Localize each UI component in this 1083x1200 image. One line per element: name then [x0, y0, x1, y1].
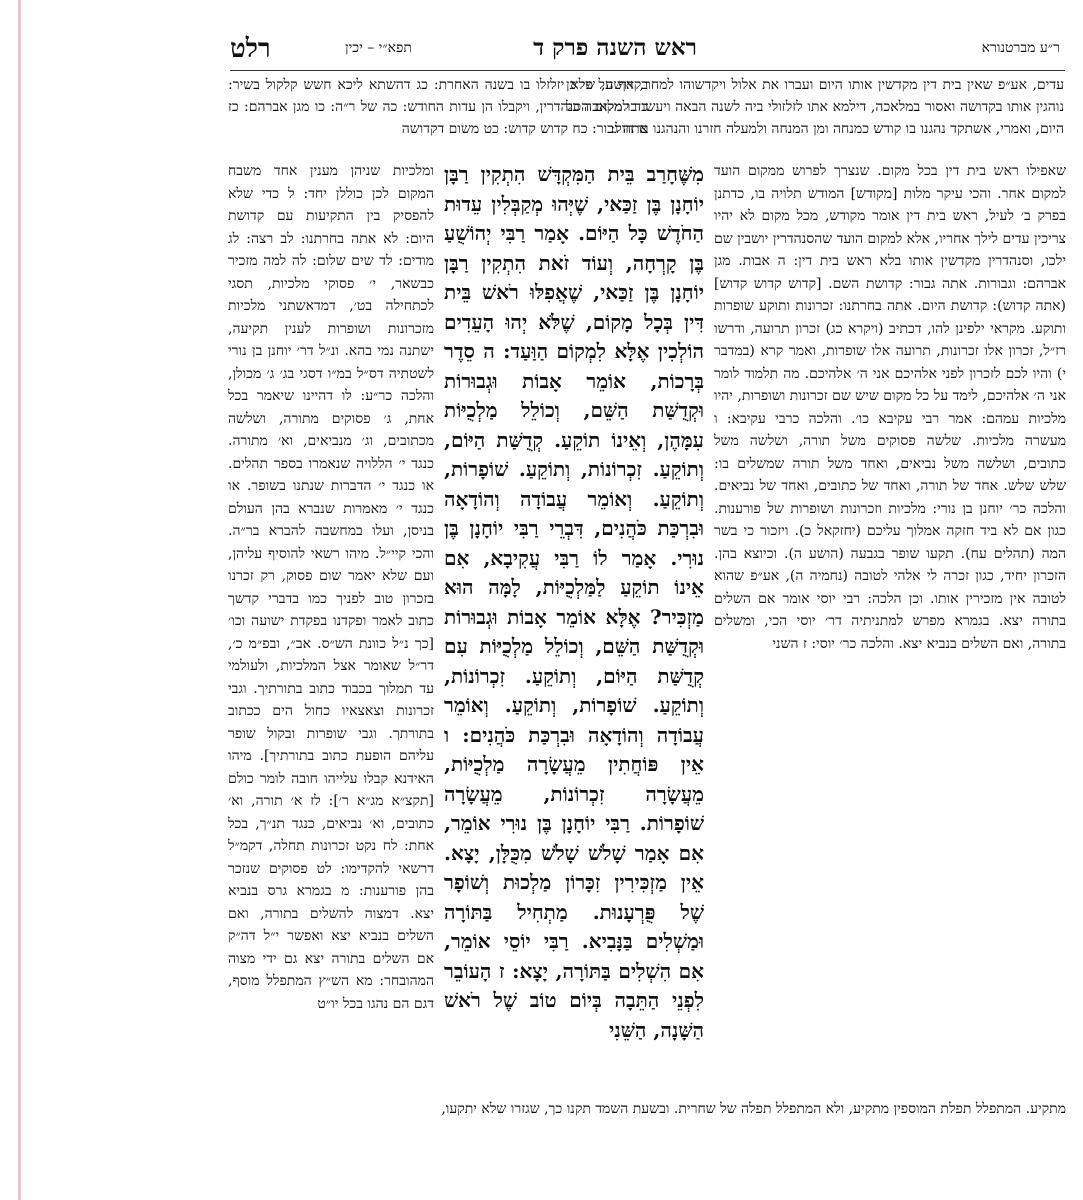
mishnah-column — [444, 160, 704, 1096]
bartenura-text: שאפילו ראש בית דין בכל מקום. שנצרך לפרוש ממקום הועד למקום אחר. והכי עיקר מלות [מקודש] המודש תלויה בו, כדתנן בפרק ב׳ לעיל, ראש בית דין אומר מקודש, מכל מקום לא יהיו צריכין עדים לילך אחריו, אלא למקום הועד שהסנהדרין יושבין שם ילכו, וסנהדרין מקדשין אותו בלא ראש בית דין: ה אבות. מגן אברהם: וגבורות. אתה גבור: קדושת השם. [קדוש קדוש קדוש] (אתה קדוש): קדושת היום. אתה בחרתנו: זכרונות ותוקע שופרות ותוקע. מקראי ילפינן להו, דכתיב (ויקרא כג) זכרון תרועה, ודרשו רז״ל, זכרון אלו זכרונות, תרועה אלו שופרות, ואמר קרא (במדבר י) והיו לכם לזכרון לפני אלהיכם אני ה׳ אלהיכם. מה תלמוד לומר אני ה׳ אלהיכם, לימד על כל מקום שיש שם זכרונות ושופרות, יהיו מלכיות עמהם: אמר רבי עקיבא כו׳. והלכה כרבי עקיבא: ו מעשרה מלכיות. שלשה פסוקים משל תורה, ושלשה משל כתובים, ושלשה משל נביאים, ואחד משל תורה שמשלים בו: שלש שלש. אחד של תורה, ואחד של כתובים, ואחד של נביאים. והלכה כר׳ יוחנן בן נורי: מלכיות וזכרונות ושופרות של פורענות. כגון אם לא ביד חזקה אמלוך עליכם (יחזקאל כ). ויזכור כי בשר המה (תהלים עח). תקעו שופר בגבעה (הושע ה). וכיוצא בהן. הזכרון יחיד, כגון זכרה לי אלהי לטובה (נחמיה ה), אע״פ שהוא לטובה אין מזכירין אותו. וכן הלכה: רבי יוסי אומר אם השלים בתורה יצא. בגמרא מפרש למתניתיה דר׳ יוסי הכי, ומשלים בתורה, ואם השלים בנביא יצא. והלכה כר׳ יוסי: ז השני — [714, 163, 1066, 652]
edition-label: תפא״י – יכין — [345, 40, 412, 56]
running-header — [230, 34, 1065, 64]
header-rule — [230, 70, 1065, 71]
bartenura-column — [714, 160, 1066, 1096]
tiferet-yisrael-column — [228, 160, 434, 1096]
commentary-right-top-text: עדים, אע״פ שאין בית דין מקדשין אותו היום ועברו את אלול ויקדשוהו למחר, אף על פי כן נוהגין אותו בקדושה ואסור במלאכה, דילמא אתו לזלזולי ביה לשנה הבאה ויעשו בו מלאכה כל היום, ואמרי, אשתקד נהגנו בו קודש כמנחה ומן המנחה ולמעלה חזרנו והנהגנו בו חול: — [566, 77, 1064, 137]
bottom-continuation-line: מתקיע. המתפלל תפלת המוספין מתקיע, ולא המתפלל תפלה של שחרית. ובשעת השמד תקנו כך, שגזרו שלא יתקעו, — [441, 1101, 1066, 1117]
tiferet-yisrael-text: ומלכיות שניהן מענין אחד משבח המקום לכן כוללן יחד: ל כדי שלא להפסיק בין התקיעות עם קדושת היום: לא אתה בחרתנו: לב רצה: לג מודים: לד שים שלום: לה למה מזכיר כבשאר, י׳ פסוקי מלכיות, תסגי לכתחילה בט׳, דמדאשתני מלכיות מזכרונות ושופרות לענין תקיעה, ישתנה נמי בהא. ונ״ל דר׳ יוחנן בן נורי לשטתיה דס״ל במ״ו דסגי בג׳ ג׳ מכולן, והלכה כר״ע: לו דהיינו שיאמר בכל אחת, ג׳ פסוקים מתורה, ושלשה מכתובים, וג׳ מנביאים, וא׳ מתורה. כנגד י׳ הללויה שנאמרו בספר תהלים. או כנגד י׳ הדברות שנתנו בשופר. או כנגד י׳ מאמרות שנברא בהן העולם בניסן, ועלו במחשבה להברא בר״ה. והכי קיי״ל. מיהו רשאי להוסיף עליהן, ועם שלא יאמר שום פסוק, רק זכרנו בזכרון טוב לפניך כמו בדברי קדשך כתוב לאמר ופקדנו בפקדת ישועה וכו׳ [כך נ״ל כוונת הש״ס. אב״, ובפ״מ כ׳, דר״ל שאומר אצל המלכיות, ולעולמי עד תמלוך בכבוד כתוב בתורתיך. וגבי זכרונות וצאצאיו כחול הים ככתוב בתורתך. וגבי שופרות ובקול שופר עליהם הופעת כתוב בתורתיך]. מיהו האידנא קבלו עלייהו חובה לומר כולם [תקצ״א מג״א ר׳]: לז א׳ תורה, וא׳ כתובים, וא׳ נביאים, כנגד תנ״ך, בכל אחת: לח נקט זכרונות תחלה, דקמ״ל דרשאי להקדימו: לט פסוקים שנזכר בהן פורענות: מ בגמרא גרס בנביא יצא. דמצוה להשלים בתורה, ואם השלים בנביא יצא ואפשר י״ל דה״ק אם השלים בתורה יצא גם ידי מצוה המהובחר: מא הש״ץ המתפלל מוסף, דגם הם נהגו בכל יו״ט — [228, 163, 434, 1012]
page-number: רלט — [230, 34, 271, 64]
page-title: ראש השנה פרק ד — [533, 34, 697, 61]
commentary-label: ר״ע מברטנורא — [981, 40, 1060, 56]
mishnah-text: מִשֶּׁחָרַב בֵּית הַמִּקְדָּשׁ הִתְקִין רַבָּן יוֹחָנָן בֶּן זַכַּאי, שֶׁיְּהוּ מְקַבְּלִין עֵדוּת הַחֹדֶשׁ כָּל הַיּוֹם. אָמַר רַבִּי יְהוֹשֻׁעַ בֶּן קָרְחָה, וְעוֹד זֹאת הִתְקִין רַבָּן יוֹחָנָן בֶּן זַכַּאי, שֶׁאֲפִלּוּ רֹאשׁ בֵּית דִּין בְּכָל מָקוֹם, שֶׁלֹּא יְהוּ הָעֵדִים הוֹלְכִין אֶלָּא לִמְקוֹם הַוַּעַד: ה סֵדֶר בְּרָכוֹת, אוֹמֵר אָבוֹת וּגְבוּרוֹת וּקְדֻשַּׁת הַשֵּׁם, וְכוֹלֵל מַלְכֻיּוֹת עִמָּהֶן, וְאֵינוֹ תוֹקֵעַ. קְדֻשַּׁת הַיּוֹם, וְתוֹקֵעַ. זִכְרוֹנוֹת, וְתוֹקֵעַ. שׁוֹפָרוֹת, וְתוֹקֵעַ. וְאוֹמֵר עֲבוֹדָה וְהוֹדָאָה וּבִרְכַּת כֹּהֲנִים, דִּבְרֵי רַבִּי יוֹחָנָן בֶּן נוּרִי. אָמַר לוֹ רַבִּי עֲקִיבָא, אִם אֵינוֹ תוֹקֵעַ לַמַּלְכֻיּוֹת, לָמָּה הוּא מַזְכִּיר? אֶלָּא אוֹמֵר אָבוֹת וּגְבוּרוֹת וּקְדֻשַּׁת הַשֵּׁם, וְכוֹלֵל מַלְכֻיּוֹת עִם קְדֻשַּׁת הַיּוֹם, וְתוֹקֵעַ. זִכְרוֹנוֹת, וְתוֹקֵעַ. שׁוֹפָרוֹת, וְתוֹקֵעַ. וְאוֹמֵר עֲבוֹדָה וְהוֹדָאָה וּבִרְכַּת כֹּהֲנִים: ו אֵין פּוֹחֲתִין מֵעֲשָׂרָה מַלְכֻיּוֹת, מֵעֲשָׂרָה זִכְרוֹנוֹת, מֵעֲשָׂרָה שׁוֹפָרוֹת. רַבִּי יוֹחָנָן בֶּן נוּרִי אוֹמֵר, אִם אָמַר שָׁלֹשׁ שָׁלֹשׁ מִכֻּלָּן, יָצָא. אֵין מַזְכִּירִין זִכָּרוֹן מַלְכוּת וְשׁוֹפָר שֶׁל פֻּרְעָנוּת. מַתְחִיל בַּתּוֹרָה וּמַשְׁלִים בַּנָּבִיא. רַבִּי יוֹסֵי אוֹמֵר, אִם הִשְׁלִים בַּתּוֹרָה, יָצָא: ז הָעוֹבֵר לִפְנֵי הַתֵּבָה בְּיוֹם טוֹב שֶׁל רֹאשׁ הַשָּׁנָה, הַשֵּׁנִי — [444, 162, 704, 1042]
page-edge — [0, 0, 21, 1200]
commentary-left-top-text: בקדושה, שלא יזלזלו בו בשנה האחרת: כג דהשתא ליכא חשש קלקול בשיר: כד למקום הסנהדרין, ויקבלו הן עדות החודש: כה של ר״ה: כו מגן אברהם: כז אתה גבור: כח קדוש קדוש: כט משום דקדושה — [228, 77, 648, 137]
commentary-right-top — [566, 74, 1064, 164]
